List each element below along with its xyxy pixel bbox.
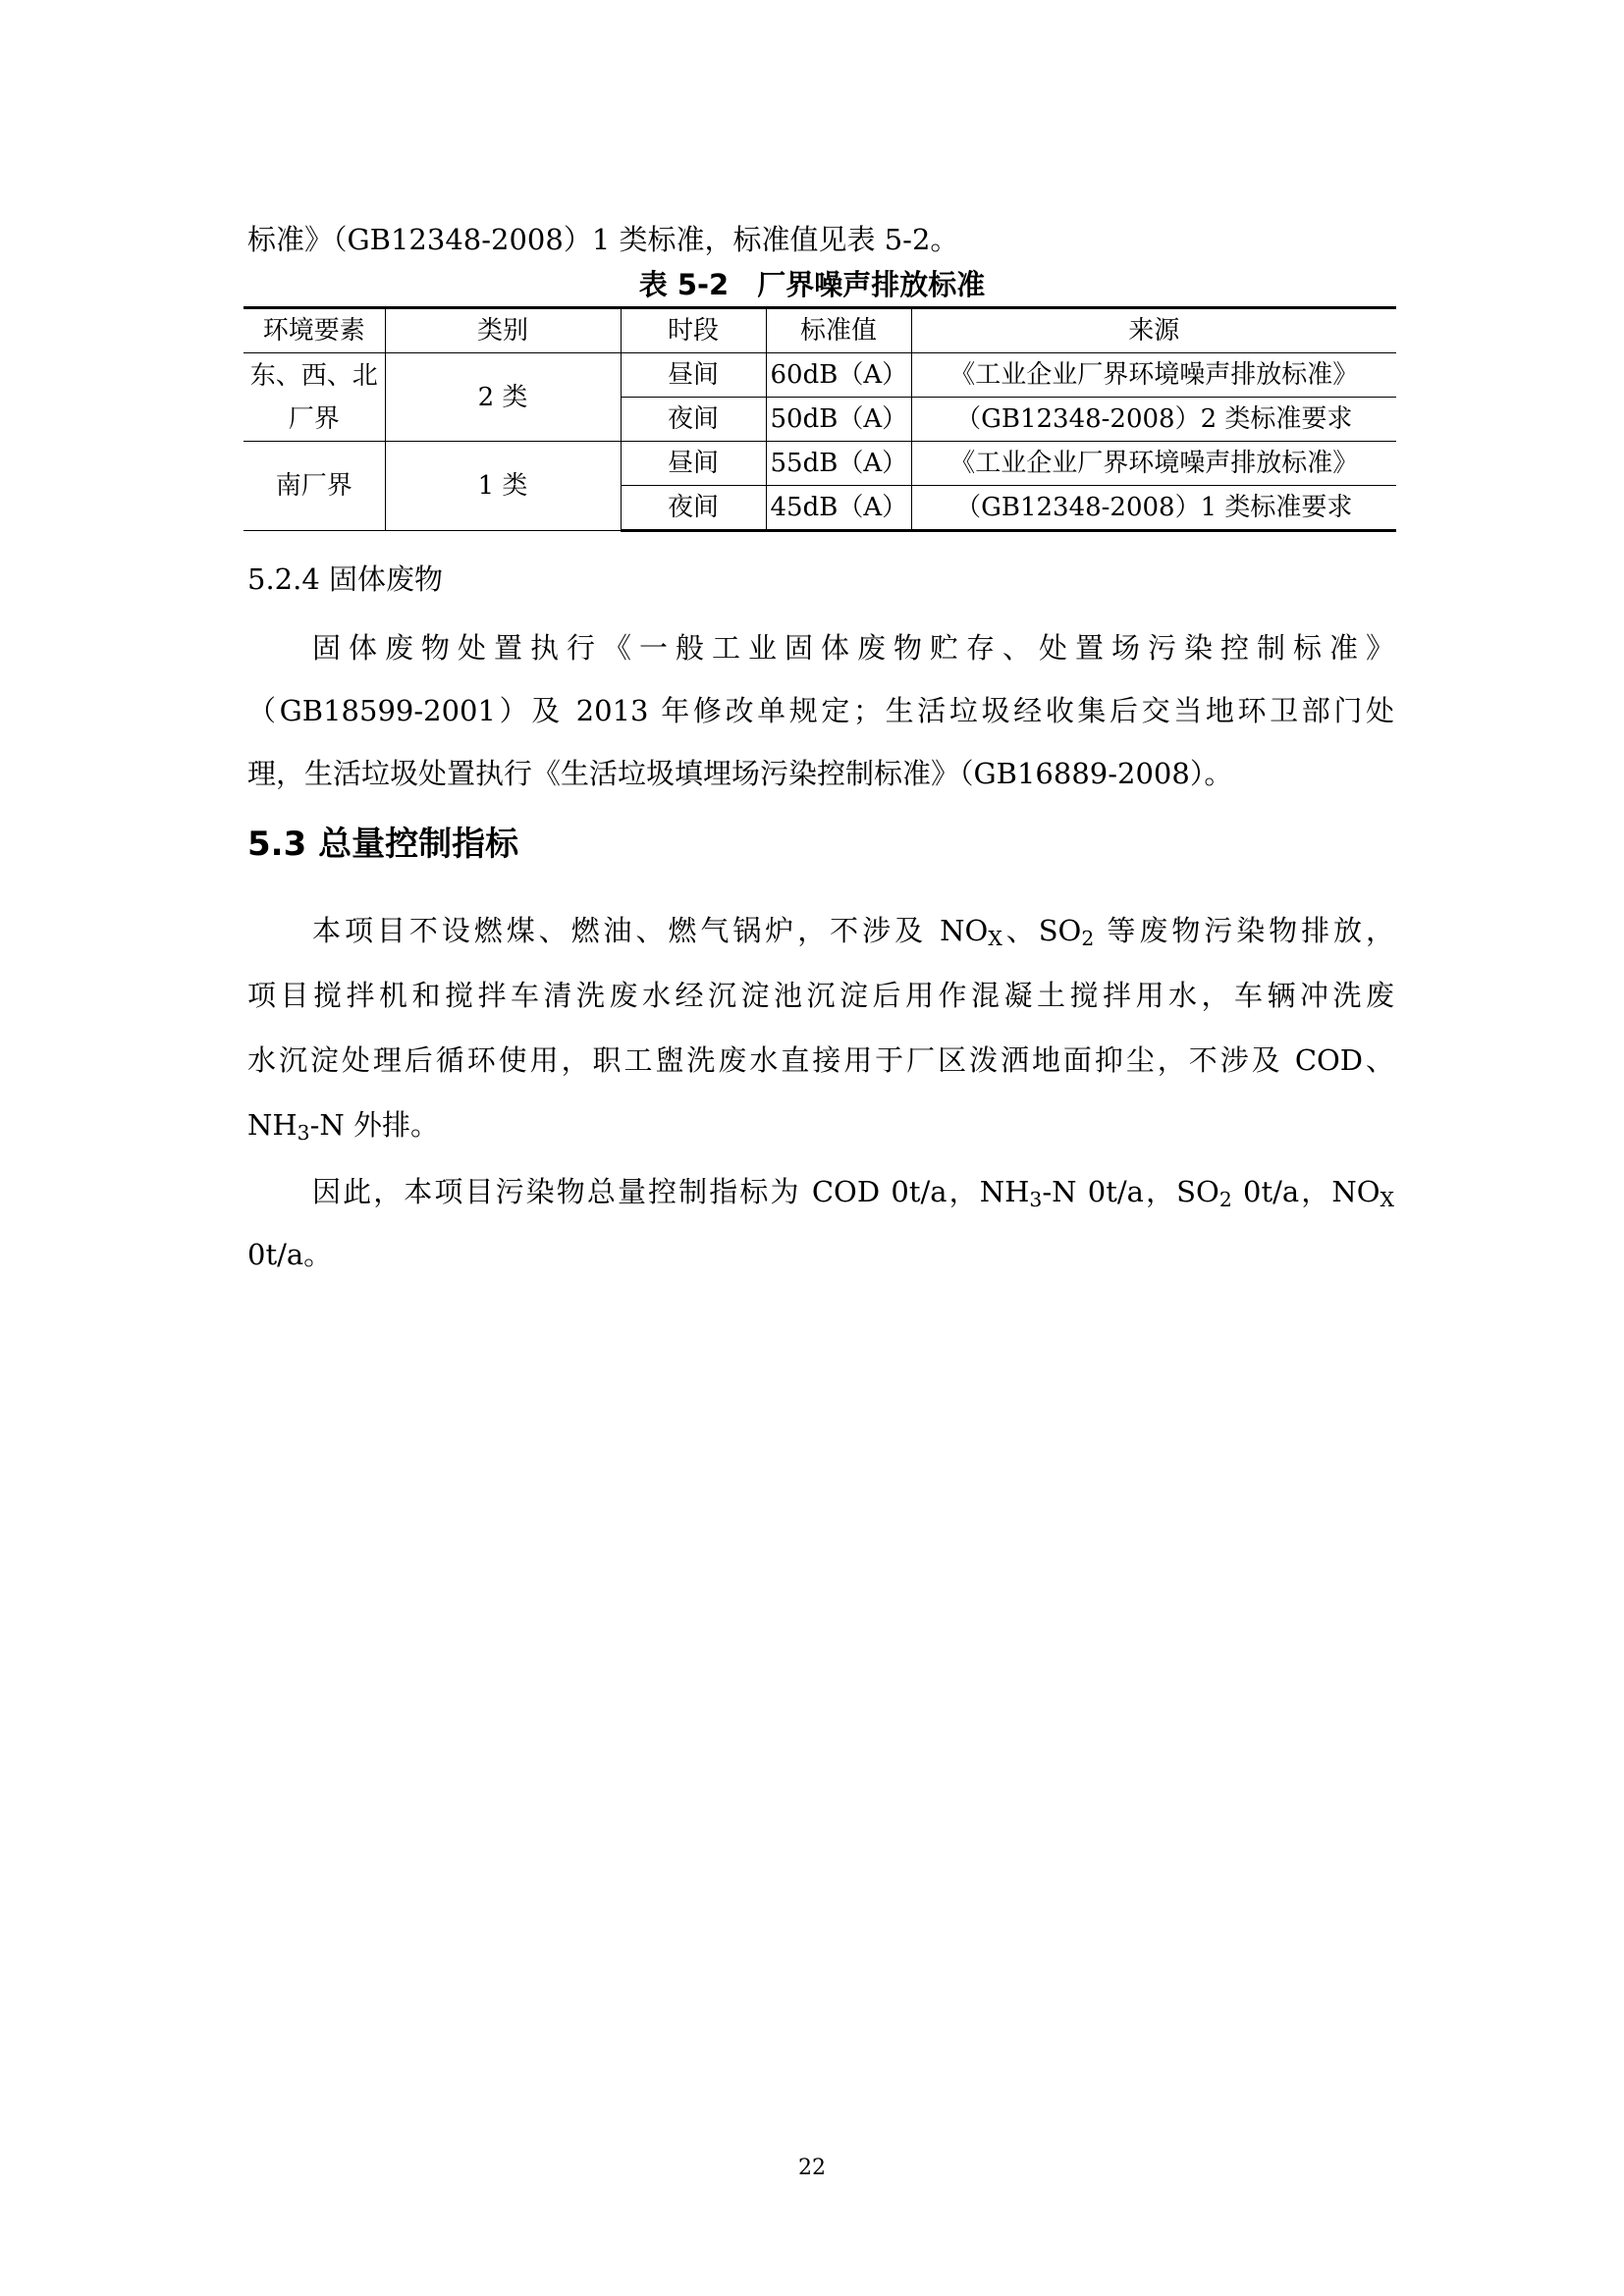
category-cell: 2 类 bbox=[385, 353, 621, 442]
subscript: X bbox=[1380, 1188, 1394, 1212]
subsection-heading: 5.2.4 固体废物 bbox=[247, 562, 444, 596]
text-run: -N 0t/a，SO bbox=[1042, 1175, 1219, 1208]
value-cell: 50dB（A） bbox=[766, 398, 911, 442]
text-run: NH bbox=[247, 1108, 298, 1142]
text-run: 等废物污染物排放， bbox=[1094, 914, 1395, 947]
paragraph-line: 项目搅拌机和搅拌车清洗废水经沉淀池沉淀后用作混凝土搅拌用水，车辆冲洗废 bbox=[247, 979, 1394, 1012]
category-cell: 1 类 bbox=[385, 442, 621, 531]
text-run: 0t/a，NO bbox=[1231, 1175, 1380, 1208]
table-row bbox=[244, 353, 1396, 398]
noise-standard-table bbox=[244, 306, 1396, 532]
period-cell: 夜间 bbox=[621, 398, 766, 442]
period-cell: 夜间 bbox=[621, 486, 766, 531]
table-header-row bbox=[244, 308, 1396, 353]
paragraph-line: 0t/a。 bbox=[247, 1238, 333, 1271]
text-run: 本项目不设燃煤、燃油、燃气锅炉，不涉及 NO bbox=[312, 914, 989, 947]
header-cell: 标准值 bbox=[766, 308, 911, 353]
element-cell: 东、西、北厂界 bbox=[244, 353, 385, 442]
period-cell: 昼间 bbox=[621, 353, 766, 398]
text-run: 因此，本项目污染物总量控制指标为 COD 0t/a，NH bbox=[312, 1175, 1030, 1208]
paragraph-line bbox=[247, 1105, 439, 1145]
paragraph-line: 水沉淀处理后循环使用，职工盥洗废水直接用于厂区泼洒地面抑尘，不涉及 COD、 bbox=[247, 1043, 1394, 1077]
table-title: 表 5-2 厂界噪声排放标准 bbox=[638, 268, 986, 301]
header-cell: 时段 bbox=[621, 308, 766, 353]
period-cell: 昼间 bbox=[621, 442, 766, 486]
paragraph-line: 固体废物处置执行《一般工业固体废物贮存、处置场污染控制标准》 bbox=[312, 631, 1394, 665]
intro-line: 标准》（GB12348-2008）1 类标准，标准值见表 5-2。 bbox=[247, 223, 959, 256]
subscript: 2 bbox=[1081, 927, 1095, 951]
value-cell: 55dB（A） bbox=[766, 442, 911, 486]
text-run: 、SO bbox=[1001, 914, 1082, 947]
header-cell: 来源 bbox=[911, 308, 1396, 353]
subscript: 2 bbox=[1218, 1188, 1232, 1212]
source-cell: 《工业企业厂界环境噪声排放标准》 bbox=[911, 353, 1396, 398]
section-heading: 5.3 总量控制指标 bbox=[247, 825, 519, 864]
paragraph-line bbox=[312, 1172, 1394, 1211]
text-run: -N 外排。 bbox=[309, 1108, 439, 1142]
paragraph-line bbox=[312, 911, 1394, 950]
source-cell: （GB12348-2008）2 类标准要求 bbox=[911, 398, 1396, 442]
element-cell: 南厂界 bbox=[244, 442, 385, 531]
header-cell: 环境要素 bbox=[244, 308, 385, 353]
source-cell: 《工业企业厂界环境噪声排放标准》 bbox=[911, 442, 1396, 486]
subscript: X bbox=[988, 927, 1002, 951]
subscript: 3 bbox=[297, 1121, 310, 1146]
paragraph-line: 理，生活垃圾处置执行《生活垃圾填埋场污染控制标准》（GB16889-2008）。 bbox=[247, 757, 1233, 790]
page-number: 22 bbox=[798, 2156, 826, 2180]
value-cell: 60dB（A） bbox=[766, 353, 911, 398]
source-cell: （GB12348-2008）1 类标准要求 bbox=[911, 486, 1396, 531]
value-cell: 45dB（A） bbox=[766, 486, 911, 531]
header-cell: 类别 bbox=[385, 308, 621, 353]
paragraph-line: （GB18599-2001）及 2013 年修改单规定；生活垃圾经收集后交当地环卫部门处 bbox=[247, 694, 1394, 727]
subscript: 3 bbox=[1029, 1188, 1043, 1212]
table-row bbox=[244, 442, 1396, 486]
